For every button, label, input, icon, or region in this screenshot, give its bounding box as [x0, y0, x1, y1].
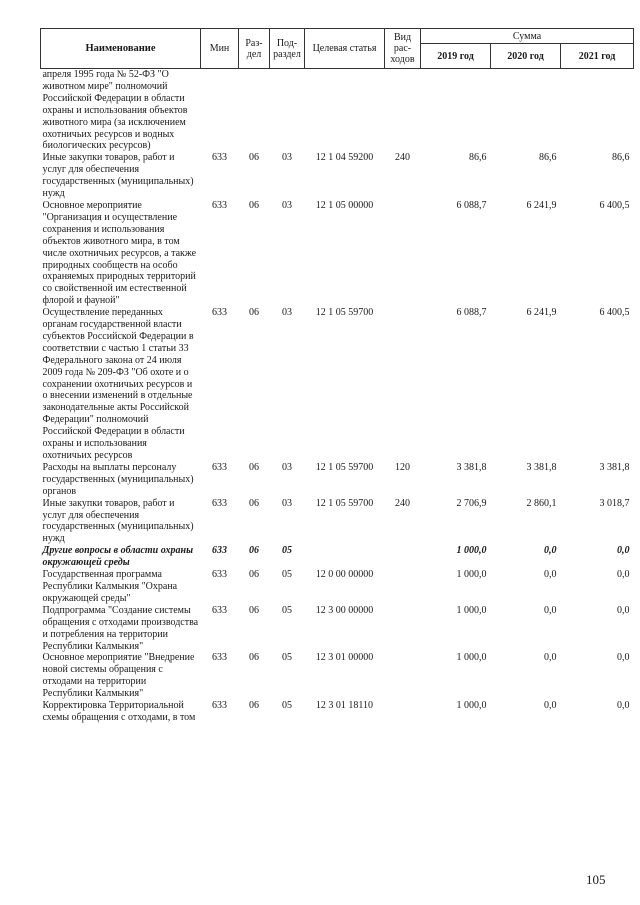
header-target: Целевая статья	[305, 29, 385, 69]
row-sum-2019	[421, 69, 491, 153]
row-podrazdel	[270, 69, 305, 153]
row-sum-2020: 6 241,9	[526, 307, 557, 319]
row-sum-2019: 6 088,7	[456, 307, 487, 319]
table-row	[41, 569, 634, 605]
row-sum-2020: 0,0	[544, 604, 557, 616]
row-min: 633	[212, 545, 227, 557]
row-min: 633	[212, 700, 227, 712]
row-vid	[385, 700, 421, 724]
table-row	[41, 605, 634, 653]
row-sum-2019: 86,6	[469, 152, 487, 164]
row-vid: 120	[395, 461, 410, 473]
row-name: Корректировка Территориальной схемы обращения с отходами, в том	[42, 700, 196, 723]
row-min: 633	[212, 307, 227, 319]
row-name: Подпрограмма "Создание системы обращения с отходами производства и потребления на территории Республики Калмыкия"	[42, 604, 199, 652]
row-razdel: 06	[249, 199, 259, 211]
row-vid	[385, 200, 421, 307]
header-min: Мин	[201, 29, 239, 69]
row-name: Иные закупки товаров, работ и услуг для обеспечения государственных (муниципальных) нужд	[42, 152, 194, 200]
row-target: 12 0 00 00000	[315, 569, 374, 581]
row-sum-2021: 6 400,5	[599, 307, 630, 319]
row-target: 12 1 05 00000	[315, 199, 374, 211]
row-razdel: 06	[249, 700, 259, 712]
row-min: 633	[212, 569, 227, 581]
row-target: 12 3 00 00000	[315, 604, 374, 616]
row-sum-2021: 0,0	[617, 700, 630, 712]
row-sum-2021: 86,6	[612, 152, 630, 164]
row-razdel: 06	[249, 604, 259, 616]
header-name: Наименование	[41, 29, 201, 69]
row-razdel: 06	[249, 545, 259, 557]
row-min: 633	[212, 604, 227, 616]
row-target: 12 1 04 59200	[315, 152, 374, 164]
table-row	[41, 307, 634, 462]
row-name: Осуществление переданных органам государственной власти субъектов Российской Федерации в соответствии с частью 1 статьи 33 Федерального закона от 24 июля 2009 года № 209-ФЗ "Об охоте и о сохранении охотничьих ресурсов и о внесении изменений в отдельные законодательные акты Российской Федерации" полномочий Российской Федерации в области охраны и использования охотничьих ресурсов	[42, 307, 194, 461]
row-name: Основное мероприятие "Организация и осуществление сохранения и использования объектов животного мира, в том числе охотничьих ресурсов, а также природных сообществ на особо охраняемых природных территорий со свойственной им естественной флорой и фауной"	[42, 199, 197, 307]
row-razdel: 06	[249, 569, 259, 581]
row-sum-2021: 3 018,7	[599, 497, 630, 509]
row-vid: 240	[395, 152, 410, 164]
row-vid: 240	[395, 497, 410, 509]
row-sum-2020: 0,0	[544, 652, 557, 664]
row-target: 12 3 01 18110	[315, 700, 374, 712]
row-sum-2019: 1 000,0	[456, 652, 487, 664]
row-sum-2020	[491, 69, 561, 153]
row-sum-2019: 3 381,8	[456, 461, 487, 473]
row-vid	[385, 545, 421, 569]
row-sum-2020: 3 381,8	[526, 461, 557, 473]
row-razdel: 06	[249, 307, 259, 319]
table-row	[41, 152, 634, 200]
row-vid	[385, 569, 421, 605]
row-sum-2020: 86,6	[539, 152, 557, 164]
row-sum-2019: 2 706,9	[456, 497, 487, 509]
row-vid	[385, 652, 421, 700]
row-sum-2021: 0,0	[617, 569, 630, 581]
row-podrazdel: 05	[282, 545, 292, 557]
row-podrazdel: 03	[282, 497, 292, 509]
row-sum-2021	[561, 69, 634, 153]
page-number: 105	[586, 872, 606, 887]
row-min	[201, 69, 239, 153]
header-vid: Вид рас-ходов	[385, 29, 421, 69]
row-target: 12 3 01 00000	[315, 652, 374, 664]
table-body	[41, 69, 634, 724]
row-min: 633	[212, 497, 227, 509]
row-razdel: 06	[249, 497, 259, 509]
row-name: Иные закупки товаров, работ и услуг для обеспечения государственных (муниципальных) нужд	[42, 497, 194, 545]
row-sum-2019: 6 088,7	[456, 199, 487, 211]
row-podrazdel: 03	[282, 307, 292, 319]
budget-table	[40, 28, 634, 724]
row-name: Основное мероприятие "Внедрение новой системы обращения с отходами на территории Республики Калмыкия"	[42, 652, 195, 700]
row-sum-2020: 2 860,1	[526, 497, 557, 509]
row-target	[305, 545, 385, 569]
row-sum-2019: 1 000,0	[456, 569, 487, 581]
row-sum-2021: 0,0	[617, 604, 630, 616]
row-name: Расходы на выплаты персоналу государственных (муниципальных) органов	[42, 461, 194, 497]
row-podrazdel: 05	[282, 700, 292, 712]
row-name: Государственная программа Республики Калмыкия "Охрана окружающей среды"	[42, 569, 178, 604]
header-summa: Сумма	[421, 29, 634, 44]
row-razdel: 06	[249, 152, 259, 164]
row-podrazdel: 05	[282, 604, 292, 616]
row-sum-2019: 1 000,0	[456, 700, 487, 712]
row-vid	[385, 69, 421, 153]
table-row	[41, 69, 634, 153]
table-row	[41, 652, 634, 700]
header-year-2020: 2020 год	[491, 44, 561, 69]
row-razdel	[239, 69, 270, 153]
row-min: 633	[212, 652, 227, 664]
row-sum-2019: 1 000,0	[456, 604, 487, 616]
table-header	[41, 29, 634, 69]
table-row	[41, 700, 634, 724]
row-razdel: 06	[249, 652, 259, 664]
row-sum-2021: 0,0	[617, 652, 630, 664]
header-year-2021: 2021 год	[561, 44, 634, 69]
row-sum-2020: 0,0	[544, 700, 557, 712]
header-razdel: Раз-дел	[239, 29, 270, 69]
table-row	[41, 200, 634, 307]
row-sum-2020: 0,0	[544, 545, 557, 557]
row-name: апреля 1995 года № 52-ФЗ "О животном мире" полномочий Российской Федерации в области охраны и использования объектов животного мира (за исключением охотничьих ресурсов и водных биологических ресурсов)	[42, 69, 188, 152]
row-podrazdel: 03	[282, 152, 292, 164]
row-vid	[385, 605, 421, 653]
row-sum-2020: 0,0	[544, 569, 557, 581]
row-target: 12 1 05 59700	[315, 307, 374, 319]
row-sum-2019: 1 000,0	[456, 545, 487, 557]
row-sum-2020: 6 241,9	[526, 199, 557, 211]
row-min: 633	[212, 461, 227, 473]
row-podrazdel: 05	[282, 652, 292, 664]
row-vid	[385, 307, 421, 462]
row-podrazdel: 03	[282, 199, 292, 211]
row-sum-2021: 0,0	[617, 545, 630, 557]
table-row	[41, 462, 634, 498]
row-min: 633	[212, 199, 227, 211]
row-min: 633	[212, 152, 227, 164]
row-target: 12 1 05 59700	[315, 461, 374, 473]
header-year-2019: 2019 год	[421, 44, 491, 69]
row-target: 12 1 05 59700	[315, 497, 374, 509]
header-podrazdel: Под-раздел	[270, 29, 305, 69]
row-target	[305, 69, 385, 153]
row-razdel: 06	[249, 461, 259, 473]
row-name: Другие вопросы в области охраны окружающей среды	[42, 545, 194, 569]
row-podrazdel: 03	[282, 461, 292, 473]
row-sum-2021: 6 400,5	[599, 199, 630, 211]
row-sum-2021: 3 381,8	[599, 461, 630, 473]
table-row	[41, 498, 634, 546]
table-row	[41, 545, 634, 569]
row-podrazdel: 05	[282, 569, 292, 581]
